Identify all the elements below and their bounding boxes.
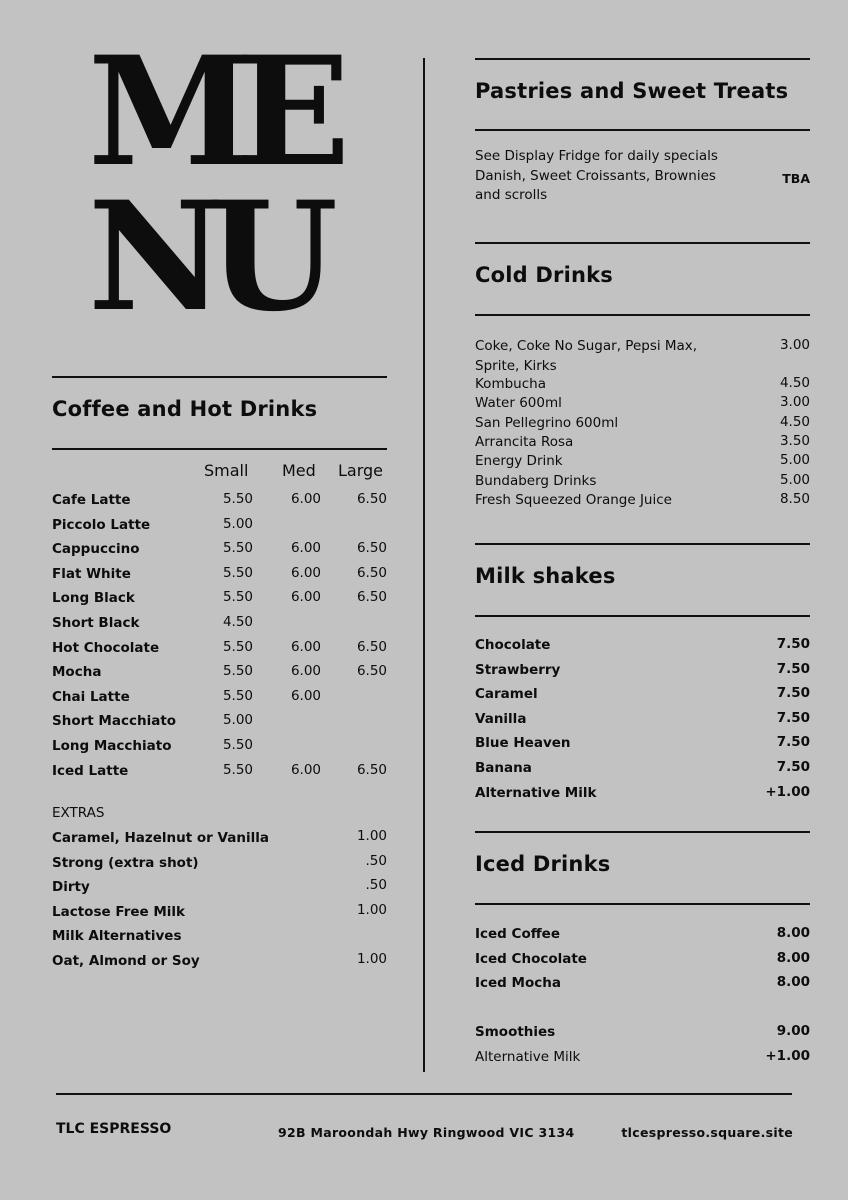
- cold-item-name: Bundaberg Drinks: [475, 472, 597, 489]
- smoothies-price: 9.00: [776, 1023, 810, 1039]
- pastries-line: Danish, Sweet Croissants, Brownies: [475, 167, 716, 184]
- extras-item-name: Milk Alternatives: [52, 928, 182, 945]
- coffee-item-name: Piccolo Latte: [52, 516, 151, 533]
- iced-item-price: 8.00: [776, 949, 810, 966]
- column-divider: [423, 58, 425, 1072]
- pastries-line: See Display Fridge for daily specials: [475, 148, 718, 164]
- coffee-item-name: Chai Latte: [52, 688, 130, 705]
- extras-item-name: Oat, Almond or Soy: [52, 953, 200, 969]
- coffee-price-large: 6.50: [356, 638, 387, 655]
- cold-item-price: 4.50: [779, 375, 810, 391]
- extras-item-price: .50: [365, 852, 387, 869]
- shake-item-price: 7.50: [776, 636, 810, 652]
- coffee-price-large: 6.50: [356, 564, 387, 581]
- iced-item-name: Iced Mocha: [475, 975, 561, 992]
- coffee-item: [52, 566, 388, 591]
- extras-item-price: 1.00: [356, 828, 387, 844]
- cold-item-price: 3.00: [779, 394, 810, 411]
- coffee-price-small: 5.00: [222, 515, 253, 532]
- iced-heading: Iced Drinks: [475, 852, 611, 876]
- size-header-large: Large: [338, 461, 384, 480]
- footer-rule: [56, 1093, 792, 1095]
- shake-item-price: 7.50: [776, 734, 810, 751]
- coffee-item-name: Iced Latte: [52, 762, 129, 779]
- coffee-item: [52, 640, 388, 665]
- coffee-item-name: Short Macchiato: [52, 713, 177, 730]
- extras-item-name: Caramel, Hazelnut or Vanilla: [52, 830, 269, 846]
- coffee-bottom-rule: [52, 448, 387, 450]
- coffee-item-name: Short Black: [52, 615, 140, 631]
- iced-item-price: 8.00: [776, 974, 810, 991]
- shake-item-price: 7.50: [776, 660, 810, 677]
- coffee-price-large: 6.50: [356, 663, 387, 680]
- cold-item-name-line: Sprite, Kirks: [475, 357, 557, 374]
- shake-item-name: Caramel: [475, 686, 538, 703]
- pastries-top-rule: [475, 58, 810, 60]
- coffee-price-small: 4.50: [222, 614, 253, 630]
- iced-item-name: Iced Coffee: [475, 926, 560, 942]
- coffee-price-large: 6.50: [356, 491, 387, 507]
- cold-item-name: San Pellegrino 600ml: [475, 414, 619, 431]
- coffee-price-med: 6.00: [290, 687, 321, 704]
- iced-top-rule: [475, 831, 810, 833]
- pastries-line: and scrolls: [475, 187, 548, 203]
- coffee-price-med: 6.00: [290, 761, 321, 778]
- cold-item-name: [475, 337, 697, 376]
- iced-bottom-rule: [475, 903, 810, 905]
- coffee-price-small: 5.50: [222, 491, 253, 507]
- shake-item-price: 7.50: [776, 759, 810, 775]
- coffee-item: [52, 492, 388, 517]
- footer-website: tlcespresso.square.site: [621, 1125, 793, 1140]
- shake-item-price: 7.50: [776, 685, 810, 702]
- coffee-heading: Coffee and Hot Drinks: [52, 397, 318, 421]
- coffee-item: [52, 689, 388, 714]
- extras-item-name: Strong (extra shot): [52, 854, 199, 871]
- coffee-item: [52, 517, 388, 542]
- footer-brand: TLC ESPRESSO: [56, 1121, 172, 1137]
- coffee-item-name: Hot Chocolate: [52, 639, 160, 656]
- coffee-item: [52, 541, 388, 566]
- coffee-price-small: 5.50: [222, 589, 253, 606]
- smoothies-name: Smoothies: [475, 1024, 556, 1040]
- coffee-price-med: 6.00: [290, 589, 321, 606]
- coffee-price-med: 6.00: [290, 564, 321, 581]
- coffee-price-small: 5.50: [222, 540, 253, 557]
- coffee-item-name: Long Black: [52, 590, 135, 607]
- coffee-price-small: 5.50: [222, 737, 253, 753]
- coffee-item-name: Flat White: [52, 565, 131, 582]
- extras-item-name: Dirty: [52, 879, 90, 896]
- footer-address: 92B Maroondah Hwy Ringwood VIC 3134: [278, 1125, 575, 1140]
- coffee-item: [52, 615, 388, 640]
- coffee-price-small: 5.50: [222, 638, 253, 655]
- extras-item-name: Lactose Free Milk: [52, 903, 186, 920]
- coffee-price-med: 6.00: [290, 491, 321, 507]
- menu-title-line-1: ME: [88, 24, 333, 200]
- shake-item-price: +1.00: [765, 783, 810, 800]
- shake-item-price: 7.50: [776, 709, 810, 726]
- coffee-item: [52, 713, 388, 738]
- coffee-price-small: 5.50: [222, 564, 253, 581]
- cold-item-name: Arrancita Rosa: [475, 433, 574, 450]
- coffee-price-small: 5.50: [222, 663, 253, 680]
- cold-item-name: Kombucha: [475, 376, 546, 392]
- cold-item-price: 3.50: [779, 432, 810, 449]
- cold-heading: Cold Drinks: [475, 263, 613, 287]
- shakes-bottom-rule: [475, 615, 810, 617]
- iced-alt-milk-price: +1.00: [765, 1047, 810, 1064]
- cold-item-price: 5.00: [779, 452, 810, 469]
- coffee-price-large: 6.50: [356, 589, 387, 606]
- cold-item-price: 5.00: [779, 471, 810, 488]
- cold-item-name: Water 600ml: [475, 395, 562, 412]
- size-header-med: Med: [282, 461, 316, 480]
- shake-item-name: Strawberry: [475, 661, 561, 678]
- coffee-item: [52, 664, 388, 689]
- coffee-price-med: 6.00: [290, 638, 321, 655]
- coffee-price-small: 5.00: [222, 712, 253, 729]
- extras-heading: EXTRAS: [52, 805, 105, 821]
- coffee-item: [52, 763, 388, 788]
- shake-item-name: Vanilla: [475, 710, 527, 727]
- shake-item-name: Chocolate: [475, 637, 551, 653]
- coffee-item-name: Cappuccino: [52, 541, 140, 558]
- extras-item-price: 1.00: [356, 951, 387, 967]
- extras-item-price: .50: [365, 877, 387, 894]
- extras-item-price: 1.00: [356, 901, 387, 918]
- shake-item-name: Blue Heaven: [475, 735, 571, 752]
- menu-title-line-2: NU: [88, 169, 320, 345]
- coffee-price-large: 6.50: [356, 761, 387, 778]
- menu-title: [88, 24, 358, 345]
- shake-item-name: Alternative Milk: [475, 784, 597, 801]
- coffee-price-med: 6.00: [290, 540, 321, 557]
- pastries-price: TBA: [782, 171, 810, 186]
- cold-item-price: 3.00: [779, 337, 810, 353]
- iced-alt-milk-name: Alternative Milk: [475, 1048, 581, 1065]
- cold-bottom-rule: [475, 314, 810, 316]
- cold-item-name-line: Coke, Coke No Sugar, Pepsi Max,: [475, 338, 698, 354]
- coffee-top-rule: [52, 376, 387, 378]
- coffee-price-med: 6.00: [290, 663, 321, 680]
- pastries-heading: Pastries and Sweet Treats: [475, 79, 789, 103]
- pastries-description: [475, 147, 718, 206]
- cold-item-name: Fresh Squeezed Orange Juice: [475, 491, 672, 508]
- shakes-heading: Milk shakes: [475, 564, 616, 588]
- shakes-top-rule: [475, 543, 810, 545]
- coffee-price-small: 5.50: [222, 761, 253, 778]
- cold-item-name: Energy Drink: [475, 453, 563, 470]
- coffee-price-large: 6.50: [356, 540, 387, 557]
- coffee-item-name: Long Macchiato: [52, 738, 172, 754]
- coffee-item-name: Mocha: [52, 664, 102, 681]
- cold-top-rule: [475, 242, 810, 244]
- shake-item-name: Banana: [475, 760, 532, 776]
- size-header-small: Small: [204, 461, 249, 480]
- coffee-item: [52, 590, 388, 615]
- coffee-item-name: Cafe Latte: [52, 492, 131, 508]
- cold-item-price: 4.50: [779, 413, 810, 430]
- cold-item-price: 8.50: [779, 490, 810, 507]
- coffee-item: [52, 738, 388, 763]
- iced-item-price: 8.00: [776, 925, 810, 941]
- iced-item-name: Iced Chocolate: [475, 950, 587, 967]
- pastries-bottom-rule: [475, 129, 810, 131]
- coffee-price-small: 5.50: [222, 687, 253, 704]
